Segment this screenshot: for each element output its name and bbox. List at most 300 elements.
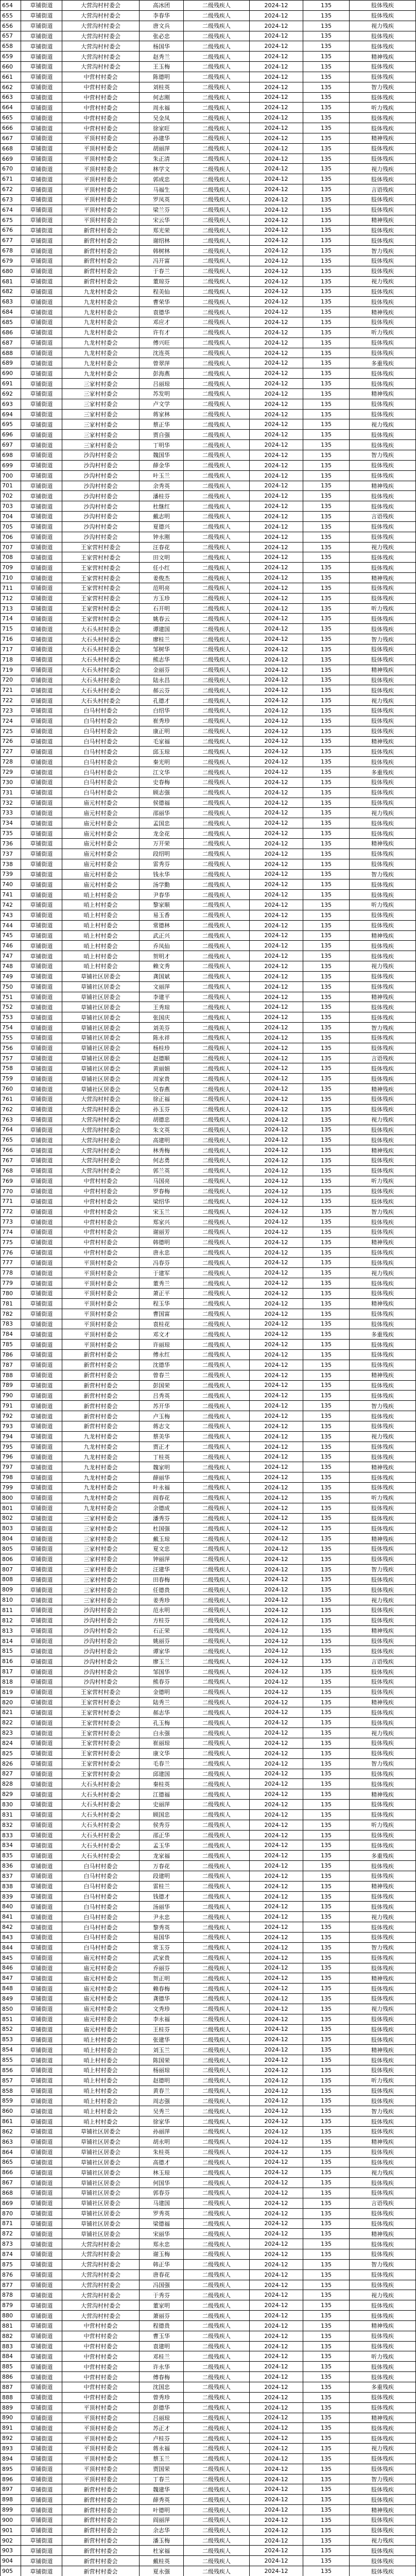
disability-level-cell: 二级残疾人	[184, 1575, 250, 1585]
disability-type-cell: 听力残疾	[350, 103, 416, 113]
street-cell: 草铺街道	[21, 675, 62, 686]
street-cell: 草铺街道	[21, 1002, 62, 1012]
street-cell: 草铺街道	[21, 1973, 62, 1984]
disability-level-cell: 二级残疾人	[184, 450, 250, 461]
row-number-cell: 881	[1, 2321, 21, 2331]
disability-type-cell: 肢体残疾	[350, 1575, 416, 1585]
row-number-cell: 730	[1, 777, 21, 788]
village-committee-cell: 庙元村村委会	[62, 1984, 140, 1994]
subsidy-month-cell: 2024-12	[250, 246, 303, 256]
person-name-cell: 蔡美华	[140, 1432, 184, 1442]
street-cell: 草铺街道	[21, 1401, 62, 1411]
table-row	[1, 2086, 416, 2096]
street-cell: 草铺街道	[21, 481, 62, 492]
village-committee-cell: 平顶村村委会	[62, 1289, 140, 1299]
street-cell: 草铺街道	[21, 512, 62, 522]
street-cell: 草铺街道	[21, 2351, 62, 2362]
village-committee-cell: 三家村村委会	[62, 1585, 140, 1595]
table-row	[1, 358, 416, 368]
table-row	[1, 1810, 416, 1820]
subsidy-amount-cell: 135	[303, 839, 350, 849]
disability-level-cell: 二级残疾人	[184, 2454, 250, 2464]
disability-type-cell: 肢体残疾	[350, 1012, 416, 1023]
subsidy-amount-cell: 135	[303, 1472, 350, 1483]
street-cell: 草铺街道	[21, 205, 62, 215]
person-name-cell: 董秀兰	[140, 1278, 184, 1289]
person-name-cell: 林玉琼	[140, 2167, 184, 2178]
table-row	[1, 328, 416, 338]
village-committee-cell: 新营村村委会	[62, 246, 140, 256]
disability-type-cell: 肢体残疾	[350, 522, 416, 532]
table-row	[1, 849, 416, 859]
disability-level-cell: 二级残疾人	[184, 583, 250, 594]
subsidy-amount-cell: 135	[303, 1401, 350, 1411]
village-committee-cell: 新营村村委会	[62, 2515, 140, 2526]
table-row	[1, 1493, 416, 1503]
person-name-cell: 潘秀芬	[140, 1514, 184, 1524]
person-name-cell: 李建平	[140, 992, 184, 1003]
village-committee-cell: 王家营村村委会	[62, 604, 140, 614]
street-cell: 草铺街道	[21, 164, 62, 174]
subsidy-month-cell: 2024-12	[250, 1554, 303, 1565]
subsidy-amount-cell: 135	[303, 62, 350, 72]
row-number-cell: 725	[1, 726, 21, 737]
village-committee-cell: 九龙村村委会	[62, 338, 140, 348]
table-row	[1, 1043, 416, 1054]
table-row	[1, 1125, 416, 1136]
disability-type-cell: 肢体残疾	[350, 1227, 416, 1238]
subsidy-month-cell: 2024-12	[250, 1350, 303, 1360]
subsidy-amount-cell: 135	[303, 1166, 350, 1176]
person-name-cell: 梁兰芬	[140, 205, 184, 215]
disability-level-cell: 二级残疾人	[184, 1340, 250, 1350]
person-name-cell: 史丽萍	[140, 1800, 184, 1810]
subsidy-amount-cell: 135	[303, 2106, 350, 2116]
subsidy-amount-cell: 135	[303, 2464, 350, 2475]
village-committee-cell: 三家村村委会	[62, 419, 140, 430]
subsidy-month-cell: 2024-12	[250, 1759, 303, 1769]
street-cell: 草铺街道	[21, 706, 62, 716]
disability-type-cell: 肢体残疾	[350, 1738, 416, 1749]
street-cell: 草铺街道	[21, 1544, 62, 1554]
subsidy-month-cell: 2024-12	[250, 1258, 303, 1268]
subsidy-amount-cell: 135	[303, 368, 350, 379]
table-row	[1, 1851, 416, 1861]
street-cell: 草铺街道	[21, 1687, 62, 1698]
subsidy-month-cell: 2024-12	[250, 1084, 303, 1094]
street-cell: 草铺街道	[21, 1074, 62, 1084]
village-committee-cell: 王家营村村委会	[62, 1718, 140, 1728]
row-number-cell: 815	[1, 1646, 21, 1656]
subsidy-amount-cell: 135	[303, 1125, 350, 1136]
subsidy-amount-cell: 135	[303, 767, 350, 777]
village-committee-cell: 三家村村委会	[62, 1514, 140, 1524]
street-cell: 草铺街道	[21, 2515, 62, 2526]
subsidy-month-cell: 2024-12	[250, 1831, 303, 1841]
disability-type-cell: 肢体残疾	[350, 379, 416, 389]
village-committee-cell: 大营沟村村委会	[62, 2300, 140, 2311]
village-committee-cell: 平顶村村委会	[62, 2475, 140, 2485]
subsidy-amount-cell: 135	[303, 113, 350, 123]
street-cell: 草铺街道	[21, 348, 62, 359]
table-row	[1, 1340, 416, 1350]
street-cell: 草铺街道	[21, 737, 62, 747]
person-name-cell: 戴桂英	[140, 2556, 184, 2566]
village-committee-cell: 王家营村村委会	[62, 552, 140, 563]
row-number-cell: 691	[1, 379, 21, 389]
disability-level-cell: 二级残疾人	[184, 818, 250, 828]
street-cell: 草铺街道	[21, 890, 62, 900]
row-number-cell: 663	[1, 93, 21, 103]
disability-type-cell: 肢体残疾	[350, 1472, 416, 1483]
person-name-cell: 赖文秀	[140, 961, 184, 972]
person-name-cell: 孔德才	[140, 696, 184, 706]
table-row	[1, 696, 416, 706]
row-number-cell: 875	[1, 2260, 21, 2270]
row-number-cell: 677	[1, 235, 21, 246]
row-number-cell: 869	[1, 2198, 21, 2209]
village-committee-cell: 中营村村委会	[62, 2331, 140, 2342]
table-row	[1, 1472, 416, 1483]
village-committee-cell: 大营沟村村委会	[62, 41, 140, 52]
person-name-cell: 雷秀芬	[140, 859, 184, 870]
street-cell: 草铺街道	[21, 501, 62, 512]
person-name-cell: 谢丽芳	[140, 1227, 184, 1238]
person-name-cell: 周永福	[140, 103, 184, 113]
person-name-cell: 薛金华	[140, 461, 184, 471]
table-row	[1, 961, 416, 972]
street-cell: 草铺街道	[21, 1626, 62, 1636]
person-name-cell: 蔡玉兰	[140, 2454, 184, 2464]
table-row	[1, 2413, 416, 2424]
table-row	[1, 2270, 416, 2280]
subsidy-amount-cell: 135	[303, 2495, 350, 2505]
row-number-cell: 683	[1, 297, 21, 307]
person-name-cell: 任小红	[140, 563, 184, 573]
village-committee-cell: 九龙村村委会	[62, 358, 140, 368]
subsidy-month-cell: 2024-12	[250, 1994, 303, 2004]
row-number-cell: 782	[1, 1309, 21, 1319]
disability-level-cell: 二级残疾人	[184, 1523, 250, 1534]
village-committee-cell: 大营沟村村委会	[62, 1, 140, 11]
subsidy-amount-cell: 135	[303, 522, 350, 532]
row-number-cell: 786	[1, 1350, 21, 1360]
person-name-cell: 韩树林	[140, 246, 184, 256]
subsidy-month-cell: 2024-12	[250, 788, 303, 798]
disability-type-cell: 肢体残疾	[350, 685, 416, 696]
person-name-cell: 吕丽琼	[140, 2413, 184, 2424]
table-row	[1, 297, 416, 307]
village-committee-cell: 沙沟村村委会	[62, 532, 140, 543]
table-row	[1, 1002, 416, 1012]
disability-level-cell: 二级残疾人	[184, 2076, 250, 2086]
person-name-cell: 邹树华	[140, 645, 184, 655]
village-committee-cell: 九龙村村委会	[62, 348, 140, 359]
row-number-cell: 850	[1, 2004, 21, 2014]
village-committee-cell: 王家营村村委会	[62, 583, 140, 594]
disability-type-cell: 智力残疾	[350, 1943, 416, 1953]
subsidy-amount-cell: 135	[303, 726, 350, 737]
subsidy-month-cell: 2024-12	[250, 951, 303, 961]
person-name-cell: 曾翠萍	[140, 358, 184, 368]
disability-level-cell: 二级残疾人	[184, 123, 250, 133]
disability-type-cell: 精神残疾	[350, 133, 416, 144]
row-number-cell: 903	[1, 2546, 21, 2556]
subsidy-amount-cell: 135	[303, 1667, 350, 1677]
disability-level-cell: 二级残疾人	[184, 2311, 250, 2321]
subsidy-amount-cell: 135	[303, 1238, 350, 1248]
table-row	[1, 1503, 416, 1514]
row-number-cell: 748	[1, 961, 21, 972]
disability-type-cell: 肢体残疾	[350, 1043, 416, 1054]
village-committee-cell: 王家营村村委会	[62, 573, 140, 583]
row-number-cell: 732	[1, 798, 21, 808]
subsidy-month-cell: 2024-12	[250, 1145, 303, 1156]
person-name-cell: 石开明	[140, 604, 184, 614]
subsidy-month-cell: 2024-12	[250, 1156, 303, 1166]
row-number-cell: 669	[1, 154, 21, 164]
table-row	[1, 2351, 416, 2362]
street-cell: 草铺街道	[21, 1043, 62, 1054]
row-number-cell: 890	[1, 2413, 21, 2424]
street-cell: 草铺街道	[21, 1922, 62, 1933]
disability-level-cell: 二级残疾人	[184, 2403, 250, 2413]
village-committee-cell: 九龙村村委会	[62, 1452, 140, 1462]
disability-type-cell: 肢体残疾	[350, 2464, 416, 2475]
village-committee-cell: 大石头村村委会	[62, 665, 140, 675]
village-committee-cell: 哨上村村委会	[62, 2045, 140, 2055]
disability-level-cell: 二级残疾人	[184, 1370, 250, 1381]
disability-type-cell: 肢体残疾	[350, 583, 416, 594]
person-name-cell: 汪春花	[140, 543, 184, 553]
village-committee-cell: 草铺社区居委会	[62, 2147, 140, 2158]
disability-level-cell: 二级残疾人	[184, 2515, 250, 2526]
person-name-cell: 白绍华	[140, 706, 184, 716]
table-row	[1, 737, 416, 747]
row-number-cell: 836	[1, 1861, 21, 1871]
person-name-cell: 易国华	[140, 1933, 184, 1943]
subsidy-month-cell: 2024-12	[250, 2045, 303, 2055]
disability-level-cell: 二级残疾人	[184, 624, 250, 634]
village-committee-cell: 王家营村村委会	[62, 1687, 140, 1698]
row-number-cell: 757	[1, 1054, 21, 1064]
table-row	[1, 174, 416, 184]
street-cell: 草铺街道	[21, 1933, 62, 1943]
disability-type-cell: 肢体残疾	[350, 1718, 416, 1728]
village-committee-cell: 庙元村村委会	[62, 1994, 140, 2004]
subsidy-month-cell: 2024-12	[250, 195, 303, 205]
table-row	[1, 2311, 416, 2321]
subsidy-month-cell: 2024-12	[250, 563, 303, 573]
village-committee-cell: 哨上村村委会	[62, 961, 140, 972]
village-committee-cell: 白马村村委会	[62, 1902, 140, 1912]
disability-type-cell: 精神残疾	[350, 1145, 416, 1156]
disability-level-cell: 二级残疾人	[184, 1646, 250, 1656]
subsidy-month-cell: 2024-12	[250, 215, 303, 226]
village-committee-cell: 中营村村委会	[62, 1217, 140, 1227]
street-cell: 草铺街道	[21, 1994, 62, 2004]
disability-type-cell: 听力残疾	[350, 1493, 416, 1503]
person-name-cell: 王秀琼	[140, 1002, 184, 1012]
disability-type-cell: 肢体残疾	[350, 1605, 416, 1616]
row-number-cell: 806	[1, 1554, 21, 1565]
subsidy-month-cell: 2024-12	[250, 164, 303, 174]
street-cell: 草铺街道	[21, 2505, 62, 2515]
disability-level-cell: 二级残疾人	[184, 2229, 250, 2239]
village-committee-cell: 大营沟村村委会	[62, 11, 140, 21]
disability-type-cell: 肢体残疾	[350, 410, 416, 420]
person-name-cell: 许永华	[140, 2362, 184, 2372]
street-cell: 草铺街道	[21, 1738, 62, 1749]
person-name-cell: 尹永忠	[140, 1912, 184, 1922]
street-cell: 草铺街道	[21, 2025, 62, 2035]
table-row	[1, 1462, 416, 1472]
village-committee-cell: 沙沟村村委会	[62, 501, 140, 512]
subsidy-month-cell: 2024-12	[250, 2280, 303, 2291]
subsidy-month-cell: 2024-12	[250, 1984, 303, 1994]
disability-level-cell: 二级残疾人	[184, 1636, 250, 1647]
disability-level-cell: 二级残疾人	[184, 1462, 250, 1472]
disability-level-cell: 二级残疾人	[184, 982, 250, 992]
village-committee-cell: 庙元村村委会	[62, 879, 140, 890]
disability-level-cell: 二级残疾人	[184, 1135, 250, 1145]
disability-level-cell: 二级残疾人	[184, 2116, 250, 2127]
table-row	[1, 583, 416, 594]
village-committee-cell: 三家村村委会	[62, 1554, 140, 1565]
street-cell: 草铺街道	[21, 491, 62, 501]
village-committee-cell: 庙元村村委会	[62, 828, 140, 839]
street-cell: 草铺街道	[21, 931, 62, 941]
subsidy-amount-cell: 135	[303, 1749, 350, 1759]
subsidy-amount-cell: 135	[303, 706, 350, 716]
disability-level-cell: 二级残疾人	[184, 317, 250, 328]
table-row	[1, 870, 416, 880]
table-row	[1, 808, 416, 818]
person-name-cell: 吕丽琼	[140, 379, 184, 389]
disability-type-cell: 肢体残疾	[350, 1187, 416, 1197]
disability-level-cell: 二级残疾人	[184, 297, 250, 307]
disability-level-cell: 二级残疾人	[184, 82, 250, 93]
table-row	[1, 2219, 416, 2229]
subsidy-amount-cell: 135	[303, 2321, 350, 2331]
table-row	[1, 389, 416, 399]
street-cell: 草铺街道	[21, 1984, 62, 1994]
row-number-cell: 837	[1, 1871, 21, 1882]
subsidy-month-cell: 2024-12	[250, 1227, 303, 1238]
subsidy-month-cell: 2024-12	[250, 1462, 303, 1472]
subsidy-month-cell: 2024-12	[250, 1953, 303, 1963]
disability-type-cell: 肢体残疾	[350, 144, 416, 154]
village-committee-cell: 中营村村委会	[62, 82, 140, 93]
row-number-cell: 661	[1, 72, 21, 82]
disability-level-cell: 二级残疾人	[184, 808, 250, 818]
village-committee-cell: 平顶村村委会	[62, 1268, 140, 1278]
table-row	[1, 910, 416, 921]
disability-type-cell: 肢体残疾	[350, 726, 416, 737]
person-name-cell: 金丽芬	[140, 665, 184, 675]
table-row	[1, 2178, 416, 2188]
street-cell: 草铺街道	[21, 543, 62, 553]
subsidy-month-cell: 2024-12	[250, 655, 303, 665]
row-number-cell: 765	[1, 1135, 21, 1145]
disability-level-cell: 二级残疾人	[184, 2382, 250, 2393]
disability-type-cell: 肢体残疾	[350, 1503, 416, 1514]
disability-type-cell: 视力残疾	[350, 2536, 416, 2546]
village-committee-cell: 沙沟村村委会	[62, 1667, 140, 1677]
village-committee-cell: 大营沟村村委会	[62, 2270, 140, 2280]
street-cell: 草铺街道	[21, 41, 62, 52]
table-row	[1, 2025, 416, 2035]
village-committee-cell: 中营村村委会	[62, 123, 140, 133]
subsidy-amount-cell: 135	[303, 205, 350, 215]
person-name-cell: 朱桂英	[140, 2147, 184, 2158]
person-name-cell: 于建军	[140, 1268, 184, 1278]
subsidy-month-cell: 2024-12	[250, 961, 303, 972]
disability-type-cell: 肢体残疾	[350, 1289, 416, 1299]
table-row	[1, 226, 416, 236]
village-committee-cell: 平顶村村委会	[62, 2454, 140, 2464]
street-cell: 草铺街道	[21, 2106, 62, 2116]
person-name-cell: 黄春兰	[140, 2086, 184, 2096]
subsidy-amount-cell: 135	[303, 573, 350, 583]
subsidy-month-cell: 2024-12	[250, 1871, 303, 1882]
street-cell: 草铺街道	[21, 410, 62, 420]
table-row	[1, 1074, 416, 1084]
subsidy-amount-cell: 135	[303, 1329, 350, 1340]
street-cell: 草铺街道	[21, 1943, 62, 1953]
subsidy-amount-cell: 135	[303, 1861, 350, 1871]
village-committee-cell: 白马村村委会	[62, 737, 140, 747]
disability-type-cell: 肢体残疾	[350, 972, 416, 982]
village-committee-cell: 三家村村委会	[62, 399, 140, 410]
row-number-cell: 794	[1, 1432, 21, 1442]
street-cell: 草铺街道	[21, 1135, 62, 1145]
subsidy-amount-cell: 135	[303, 2342, 350, 2352]
table-row	[1, 532, 416, 543]
subsidy-month-cell: 2024-12	[250, 1892, 303, 1902]
village-committee-cell: 平顶村村委会	[62, 2464, 140, 2475]
street-cell: 草铺街道	[21, 900, 62, 910]
street-cell: 草铺街道	[21, 645, 62, 655]
table-row	[1, 113, 416, 123]
disability-type-cell: 肢体残疾	[350, 1442, 416, 1452]
disability-level-cell: 二级残疾人	[184, 1953, 250, 1963]
disability-type-cell: 精神残疾	[350, 2413, 416, 2424]
subsidy-amount-cell: 135	[303, 757, 350, 767]
village-committee-cell: 草铺社区居委会	[62, 1074, 140, 1084]
disability-type-cell: 精神残疾	[350, 2229, 416, 2239]
subsidy-amount-cell: 135	[303, 1483, 350, 1493]
person-name-cell: 贾国荣	[140, 2464, 184, 2475]
subsidy-month-cell: 2024-12	[250, 21, 303, 31]
row-number-cell: 799	[1, 1483, 21, 1493]
person-name-cell: 夏德兴	[140, 522, 184, 532]
disability-type-cell: 肢体残疾	[350, 72, 416, 82]
village-committee-cell: 大石头村村委会	[62, 1810, 140, 1820]
row-number-cell: 858	[1, 2086, 21, 2096]
person-name-cell: 王桂芬	[140, 2025, 184, 2035]
village-committee-cell: 沙沟村村委会	[62, 1636, 140, 1647]
subsidy-amount-cell: 135	[303, 11, 350, 21]
disability-type-cell: 肢体残疾	[350, 2526, 416, 2536]
street-cell: 草铺街道	[21, 1054, 62, 1064]
disability-level-cell: 二级残疾人	[184, 2475, 250, 2485]
disability-type-cell: 肢体残疾	[350, 2025, 416, 2035]
disability-type-cell: 肢体残疾	[350, 1278, 416, 1289]
subsidy-month-cell: 2024-12	[250, 1483, 303, 1493]
disability-level-cell: 二级残疾人	[184, 890, 250, 900]
subsidy-amount-cell: 135	[303, 2505, 350, 2515]
